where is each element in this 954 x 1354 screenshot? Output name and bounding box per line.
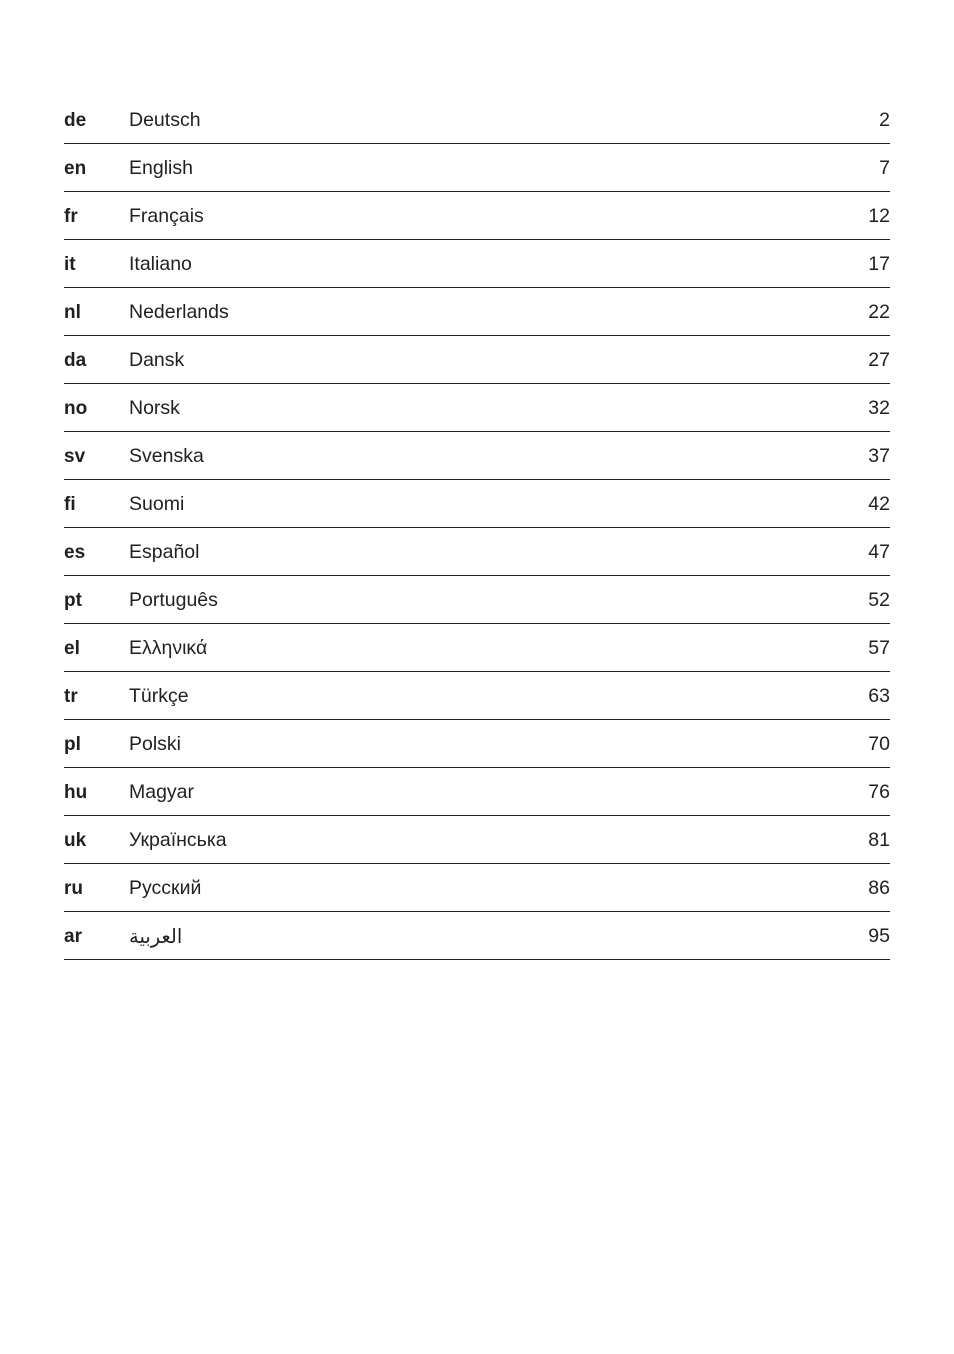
language-name: Ελληνικά (129, 637, 208, 659)
page-number: 12 (868, 205, 890, 227)
language-code: nl (64, 301, 81, 323)
page-number: 37 (868, 445, 890, 467)
language-name: Suomi (129, 493, 185, 515)
language-code: fi (64, 493, 76, 515)
toc-row-en[interactable] (64, 144, 890, 192)
page-number: 47 (868, 541, 890, 563)
toc-row-de[interactable] (64, 96, 890, 144)
page-number: 2 (879, 109, 890, 131)
language-name: Norsk (129, 397, 180, 419)
language-name: Français (129, 205, 204, 227)
page-number: 22 (868, 301, 890, 323)
language-name: Nederlands (129, 301, 229, 323)
toc-row-it[interactable] (64, 240, 890, 288)
page-number: 81 (868, 829, 890, 851)
page-number: 76 (868, 781, 890, 803)
toc-row-ru[interactable] (64, 864, 890, 912)
language-code: ru (64, 877, 83, 899)
language-name: Magyar (129, 781, 195, 803)
toc-row-hu[interactable] (64, 768, 890, 816)
language-code: pl (64, 733, 81, 755)
page-number: 42 (868, 493, 890, 515)
toc-row-el[interactable] (64, 624, 890, 672)
toc-row-da[interactable] (64, 336, 890, 384)
language-name: Українська (129, 829, 227, 851)
toc-row-es[interactable] (64, 528, 890, 576)
language-name: العربية (129, 925, 183, 948)
language-code: no (64, 397, 88, 419)
language-code: en (64, 157, 87, 179)
language-code: ar (64, 925, 82, 947)
language-name: Русский (129, 877, 202, 899)
language-name: Deutsch (129, 109, 201, 131)
toc-row-fr[interactable] (64, 192, 890, 240)
language-name: Italiano (129, 253, 192, 275)
page-number: 17 (868, 253, 890, 275)
toc-row-ar[interactable] (64, 912, 890, 960)
language-index-table (64, 96, 890, 960)
page-number: 57 (868, 637, 890, 659)
page-number: 27 (868, 349, 890, 371)
toc-row-no[interactable] (64, 384, 890, 432)
language-code: pt (64, 589, 82, 611)
language-name: Polski (129, 733, 182, 755)
language-code: el (64, 637, 80, 659)
language-code: tr (64, 685, 78, 707)
language-code: it (64, 253, 76, 275)
toc-row-sv[interactable] (64, 432, 890, 480)
page-number: 63 (868, 685, 890, 707)
language-name: Español (129, 541, 200, 563)
language-code: da (64, 349, 87, 371)
language-code: de (64, 109, 87, 131)
language-code: fr (64, 205, 78, 227)
language-name: Português (129, 589, 218, 611)
language-name: Svenska (129, 445, 204, 467)
page-number: 95 (868, 925, 890, 947)
toc-row-pl[interactable] (64, 720, 890, 768)
language-name: English (129, 157, 193, 179)
toc-row-pt[interactable] (64, 576, 890, 624)
language-name: Türkçe (129, 685, 189, 707)
language-code: es (64, 541, 86, 563)
toc-row-tr[interactable] (64, 672, 890, 720)
page-number: 70 (868, 733, 890, 755)
toc-row-fi[interactable] (64, 480, 890, 528)
language-name: Dansk (129, 349, 185, 371)
language-code: hu (64, 781, 88, 803)
language-code: uk (64, 829, 87, 851)
page-number: 7 (879, 157, 890, 179)
page-number: 86 (868, 877, 890, 899)
toc-row-nl[interactable] (64, 288, 890, 336)
page-number: 32 (868, 397, 890, 419)
page-number: 52 (868, 589, 890, 611)
toc-row-uk[interactable] (64, 816, 890, 864)
language-code: sv (64, 445, 86, 467)
